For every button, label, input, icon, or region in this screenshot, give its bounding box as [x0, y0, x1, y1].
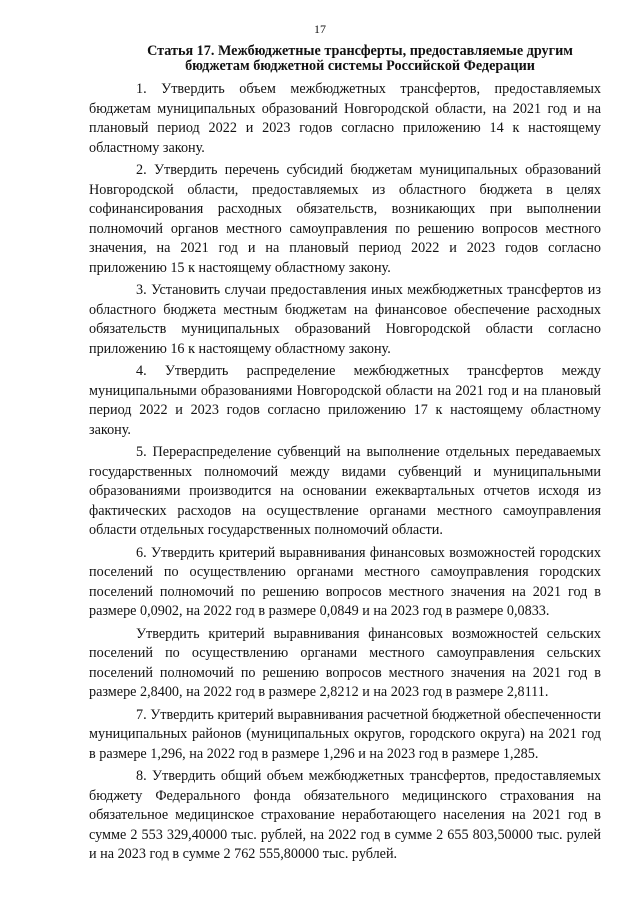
paragraph-6: 6. Утвердить критерий выравнивания финансовых возможностей городских поселений по осуществлению органами местного самоуправления городских поселений полномочий по решению вопросов местного значения на 2021 год в размере 0,0902, на 2022 год в размере 0,0849 и на 2023 год в размере 0,0833. [89, 544, 601, 620]
paragraph-7: 7. Утвердить критерий выравнивания расчетной бюджетной обеспеченности муниципальных районов (муниципальных округов, городского округа) на 2021 год в размере 1,296, на 2022 год в размере 1,296 и на 2023 год в размере 1,285. [89, 706, 601, 762]
paragraph-8: 8. Утвердить общий объем межбюджетных трансфертов, предоставляемых бюджету Федерального фонда обязательного медицинского страхования на обязательное медицинское страхование неработающего населения на 2021 год в сумме 2 553 329,40000 тыс. рублей, на 2022 год в сумме 2 655 803,50000 тыс. рулей и на 2023 год в сумме 2 762 555,80000 тыс. рублей. [89, 767, 601, 863]
paragraph-5: 5. Перераспределение субвенций на выполнение отдельных передаваемых государственных полномочий между видами субвенций и муниципальными образованиями производится на основании ежеквартальных отчетов исходя из фактических расходов на осуществление органами местного самоуправления области отдельных государственных полномочий области. [89, 444, 601, 539]
paragraph-3: 3. Установить случаи предоставления иных межбюджетных трансфертов из областного бюджета местным бюджетам на финансовое обеспечение расходных обязательств муниципальных образований Новгородской области согласно приложению 16 к настоящему областному закону. [89, 282, 601, 357]
paragraph-2: 2. Утвердить перечень субсидий бюджетам муниципальных образований Новгородской области, предоставляемых из областного бюджета в целях софинансирования расходных обязательств, возникающих при выполнении полномочий органов местного самоуправления по решению вопросов местного значения, на 2021 год и на плановый период 2022 и 2023 годов согласно приложению 15 к настоящему областному закону. [89, 161, 601, 276]
article-title [110, 44, 610, 74]
paragraph-1: 1. Утвердить объем межбюджетных трансфертов, предоставляемых бюджетам муниципальных образований Новгородской области, на 2021 год и на плановый период 2022 и 2023 годов согласно приложению 14 к настоящему областному закону. [89, 81, 601, 156]
article-body [89, 80, 601, 868]
paragraph-6-rural: Утвердить критерий выравнивания финансовых возможностей сельских поселений по осуществлению органами местного самоуправления сельских поселений полномочий по решению вопросов местного значения на 2021 год в размере 2,8400, на 2022 год в размере 2,8212 и на 2023 год в размере 2,8111. [89, 625, 601, 701]
page-number: 17 [314, 22, 326, 36]
article-title-line-2: бюджетам бюджетной системы Российской Федерации [185, 58, 535, 74]
paragraph-4: 4. Утвердить распределение межбюджетных трансфертов между муниципальными образованиями Новгородской области на 2021 год и на плановый период 2022 и 2023 годов согласно приложению 17 к настоящему областному закону. [89, 363, 601, 438]
article-title-line-1: Статья 17. Межбюджетные трансферты, предоставляемые другим [147, 43, 573, 59]
